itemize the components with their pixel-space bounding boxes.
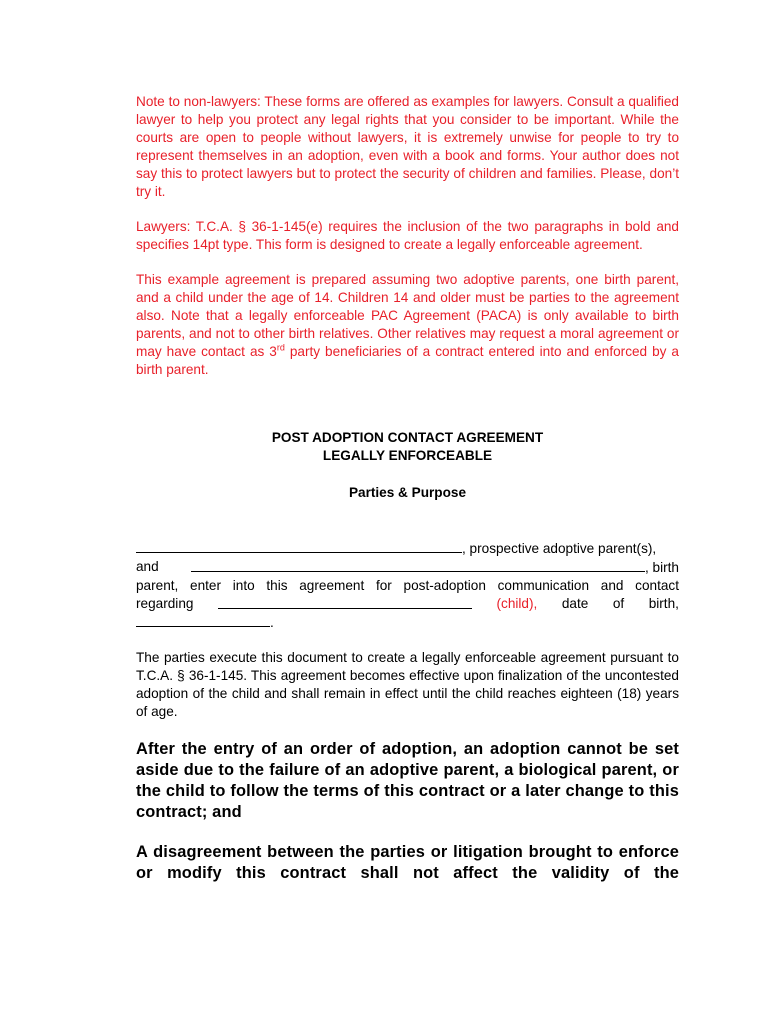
section-heading: Parties & Purpose — [348, 485, 467, 500]
end-period: . — [270, 615, 274, 630]
ordinal-superscript: rd — [276, 342, 285, 353]
agreement-title — [136, 429, 679, 465]
note-example-agreement — [136, 271, 679, 379]
child-name-blank — [218, 595, 472, 609]
bold-paragraph-disagreement: A disagreement between the parties or litigation brought to enforce or modify this contract shall not affect the validity of the — [136, 843, 679, 882]
regarding-word: regarding — [136, 596, 194, 611]
birth-word: birth, — [648, 596, 679, 611]
execute-paragraph: The parties execute this document to create a legally enforceable agreement pursuant to T.C.A. § 36-1-145. This agreement becomes effective upon finalization of the uncontested adoption of the child and shall remain in effect until the child reaches eighteen (18) years of age. — [136, 650, 679, 719]
of-word: of — [612, 596, 625, 611]
birth-date-blank — [136, 613, 270, 627]
parties-line-5 — [136, 613, 679, 632]
and-word: and — [136, 559, 159, 574]
parties-line-2 — [136, 558, 679, 577]
note-lawyers: Lawyers: T.C.A. § 36-1-145(e) requires the inclusion of the two paragraphs in bold and specifies 14pt type. This form is designed to create a legally enforceable agreement. — [136, 219, 679, 252]
bold-paragraph-adoption: After the entry of an order of adoption, an adoption cannot be set aside due to the failure of an adoptive parent, a biological parent, or the child to follow the terms of this contract or a later change to this contract; and — [136, 740, 679, 821]
parties-paragraph — [136, 539, 679, 632]
title-line-1: POST ADOPTION CONTACT AGREEMENT — [271, 430, 544, 445]
birth-label: , birth — [645, 560, 679, 575]
note-example-text-end: party beneficiaries of a contract entered into and enforced by a birth parent. — [136, 344, 679, 377]
birth-parent-blank — [191, 558, 645, 572]
child-label: (child), — [496, 596, 538, 611]
parties-line-1 — [136, 539, 679, 558]
adoptive-parent-blank — [136, 539, 462, 553]
parties-line-3: parent, enter into this agreement for post-adoption communication and contact — [136, 578, 679, 593]
note-example-text: This example agreement is prepared assuming two adoptive parents, one birth parent, and a child under the age of 14. Children 14 and older must be parties to the agreement also. Note that a legally enforceable PAC Agreement (PACA) is only available to birth parents, and not to other birth relatives. Other relatives may request a moral agreement or may have contact as 3 — [136, 272, 679, 359]
document-page — [136, 93, 679, 884]
adoptive-parent-label: , prospective adoptive parent(s), — [462, 541, 657, 556]
note-non-lawyers: Note to non-lawyers: These forms are offered as examples for lawyers. Consult a qualified lawyer to help you protect any legal rights that you consider to be important. While the courts are open to people without lawyers, it is extremely unwise for people to try to represent themselves in an adoption, even with a book and forms. Your author does not say this to protect lawyers but to protect the security of children and families. Please, don’t try it. — [136, 94, 679, 199]
title-line-2: LEGALLY ENFORCEABLE — [322, 448, 493, 463]
date-word: date — [561, 596, 589, 611]
parties-line-4 — [136, 595, 679, 613]
